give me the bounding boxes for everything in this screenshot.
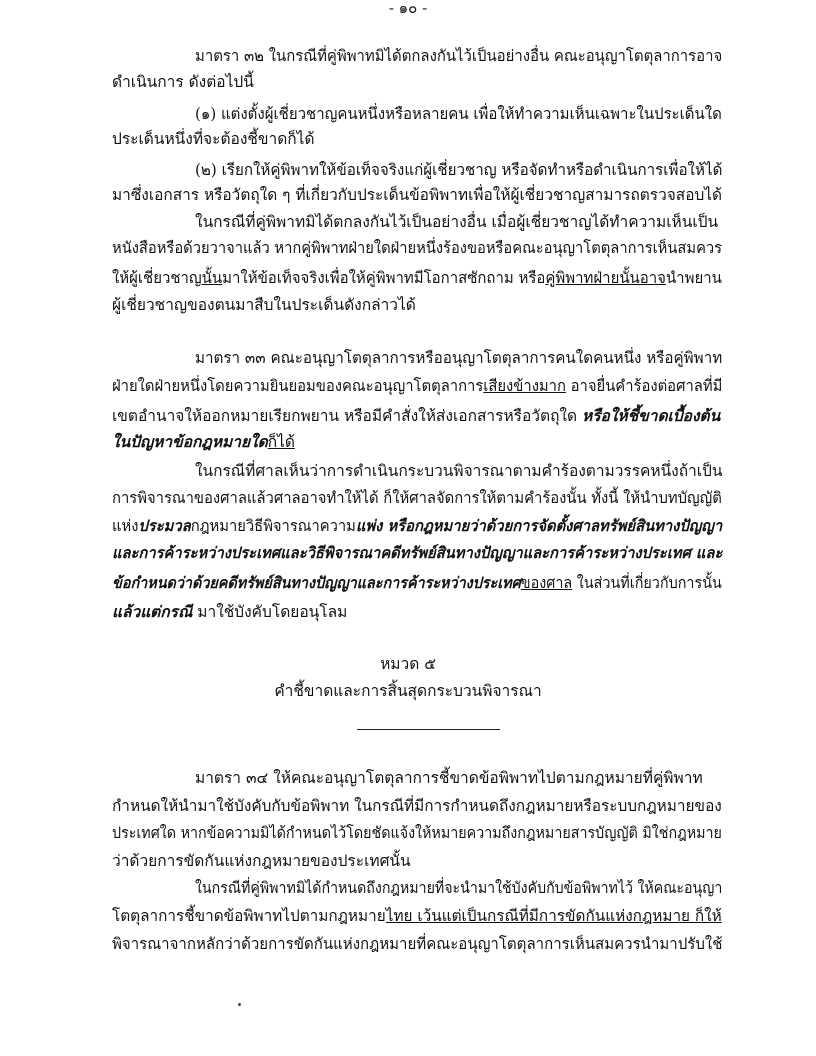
- s32-line-2: ดำเนินการ ดังต่อไปนี้: [112, 73, 254, 91]
- chapter-title: คำชี้ขาดและการสิ้นสุดกระบวนพิจารณา: [274, 682, 542, 700]
- s33-line-10-part-b: มาใช้บังคับโดยอนุโลม: [192, 603, 348, 621]
- s33-line-2-underline: เสียงข้างมาก: [483, 377, 566, 395]
- s34-line-4: ว่าด้วยการขัดกันแห่งกฎหมายของประเทศนั้น: [112, 852, 411, 870]
- s33-line-9-underline: ของศาล: [520, 574, 573, 592]
- s32-line-9-underline-a: นั้น: [201, 269, 223, 287]
- s32-line-3: (๑) แต่งตั้งผู้เชี่ยวชาญคนหนึ่งหรือหลายคน เพื่อให้ทำความเห็นเฉพาะในประเด็นใด: [195, 105, 722, 123]
- s33-line-2-part-c: อาจยื่นคำร้องต่อศาลที่มี: [565, 377, 723, 395]
- s32-line-10: ผู้เชี่ยวชาญของตนมาสืบในประเด็นดังกล่าวได้: [112, 296, 416, 314]
- s34-line-6-underline: ไทย เว้นแต่เป็นกรณีที่มีการขัดกันแห่งกฎหมาย ก็ให้: [385, 907, 722, 925]
- s32-line-9: [112, 267, 722, 289]
- s33-line-4: [112, 431, 295, 453]
- s33-line-9-italic: ข้อกำหนดว่าด้วยคดีทรัพย์สินทางปัญญาและการค้าระหว่างประเทศ: [112, 573, 521, 592]
- s32-line-1: มาตรา ๓๒ ในกรณีที่คู่พิพาทมิได้ตกลงกันไว้เป็นอย่างอื่น คณะอนุญาโตตุลาการอาจ: [195, 47, 723, 65]
- s33-line-7-italic-b: แพ่ง หรือกฎหมายว่าด้วยการจัดตั้งศาลทรัพย์สินทางปัญญา: [355, 516, 723, 535]
- s33-line-8: และการค้าระหว่างประเทศและวิธีพิจารณาคดีทรัพย์สินทางปัญญาและการค้าระหว่างประเทศ และ: [112, 543, 723, 562]
- s33-line-3-italic: หรือให้ชี้ขาดเบื้องต้น: [582, 406, 721, 425]
- scan-speck: [238, 1003, 241, 1006]
- s34-line-2: กำหนดให้นำมาใช้บังคับกับข้อพิพาท ในกรณีที่มีการกำหนดถึงกฎหมายหรือระบบกฎหมายของ: [112, 797, 722, 815]
- s33-line-5: ในกรณีที่ศาลเห็นว่าการดำเนินกระบวนพิจารณาตามคำร้องตามวรรคหนึ่งถ้าเป็น: [195, 462, 723, 480]
- s33-line-7-part-c: กฎหมายวิธีพิจารณาความ: [190, 517, 356, 535]
- s33-line-4-underline: ก็ได้: [267, 433, 295, 451]
- s33-line-7-part-a: แห่ง: [112, 517, 139, 535]
- s32-line-4: ประเด็นหนึ่งที่จะต้องชี้ขาดก็ได้: [112, 130, 315, 148]
- s33-line-6: การพิจารณาของศาลแล้วศาลอาจทำให้ได้ ก็ให้ศาลจัดการให้ตามคำร้องนั้น ทั้งนี้ ให้นำบทบัญญัติ: [112, 489, 722, 507]
- chapter-number: หมวด ๕: [380, 655, 436, 673]
- s33-line-9-part-c: ในส่วนที่เกี่ยวกับการนั้น: [572, 574, 722, 592]
- s32-line-6: มาซึ่งเอกสาร หรือวัตถุใด ๆ ที่เกี่ยวกับประเด็นข้อพิพาทเพื่อให้ผู้เชี่ยวชาญสามารถตรวจสอบได้: [112, 186, 723, 204]
- s33-line-7: [112, 515, 722, 537]
- s32-line-7: ในกรณีที่คู่พิพาทมิได้ตกลงกันไว้เป็นอย่างอื่น เมื่อผู้เชี่ยวชาญได้ทำความเห็นเป็น: [195, 213, 719, 231]
- page-number: - ๑๐ -: [388, 0, 428, 17]
- chapter-divider: [357, 729, 500, 730]
- s32-line-5: (๒) เรียกให้คู่พิพาทให้ข้อเท็จจริงแก่ผู้เชี่ยวชาญ หรือจัดทำหรือดำเนินการเพื่อให้ได้: [195, 161, 723, 179]
- s32-line-9-part-c: มาให้ข้อเท็จจริงเพื่อให้คู่พิพาทมีโอกาสซักถาม หรือ: [222, 269, 546, 287]
- s33-line-1: มาตรา ๓๓ คณะอนุญาโตตุลาการหรืออนุญาโตตุลาการคนใดคนหนึ่ง หรือคู่พิพาท: [195, 349, 723, 367]
- s33-line-10: [112, 601, 347, 623]
- s34-line-3: ประเทศใด หากข้อความมิได้กำหนดไว้โดยชัดแจ้งให้หมายความถึงกฎหมายสารบัญญัติ มิใช่กฎหมาย: [112, 824, 722, 842]
- s33-line-9: [112, 572, 722, 594]
- s33-line-2-part-a: ฝ่ายใดฝ่ายหนึ่งโดยความยินยอมของคณะอนุญาโตตุลาการ: [112, 377, 484, 395]
- s33-line-4-italic: ในปัญหาข้อกฎหมายใด: [112, 432, 268, 451]
- s33-line-3: [112, 405, 720, 427]
- s33-line-10-italic: แล้วแต่กรณี: [112, 602, 193, 621]
- s34-line-6-part-a: โตตุลาการชี้ขาดข้อพิพาทไปตามกฎหมาย: [112, 907, 386, 925]
- s34-line-6: [112, 905, 722, 927]
- s34-line-7: พิจารณาจากหลักว่าด้วยการขัดกันแห่งกฎหมายที่คณะอนุญาโตตุลาการเห็นสมควรนำมาปรับใช้: [112, 935, 723, 953]
- s33-line-7-italic-a: ประมวล: [138, 516, 191, 535]
- s32-line-9-part-a: ให้ผู้เชี่ยวชาญ: [112, 269, 202, 287]
- s33-line-2: [112, 375, 722, 397]
- s32-line-9-underline-b: คู่พิพาทฝ่ายนั้นอาจ: [545, 269, 666, 287]
- s32-line-9-part-e: นำพยาน: [665, 269, 722, 287]
- s32-line-8: หนังสือหรือด้วยวาจาแล้ว หากคู่พิพาทฝ่ายใดฝ่ายหนึ่งร้องขอหรือคณะอนุญาโตตุลาการเห็นสมควร: [112, 239, 723, 257]
- s34-line-1: มาตรา ๓๔ ให้คณะอนุญาโตตุลาการชี้ขาดข้อพิพาทไปตามกฎหมายที่คู่พิพาท: [195, 769, 703, 787]
- s34-line-5: ในกรณีที่คู่พิพาทมิได้กำหนดถึงกฎหมายที่จะนำมาใช้บังคับกับข้อพิพาทไว้ ให้คณะอนุญา: [195, 879, 723, 897]
- s33-line-3-part-a: เขตอำนาจให้ออกหมายเรียกพยาน หรือมีคำสั่งให้ส่งเอกสารหรือวัตถุใด: [112, 407, 583, 425]
